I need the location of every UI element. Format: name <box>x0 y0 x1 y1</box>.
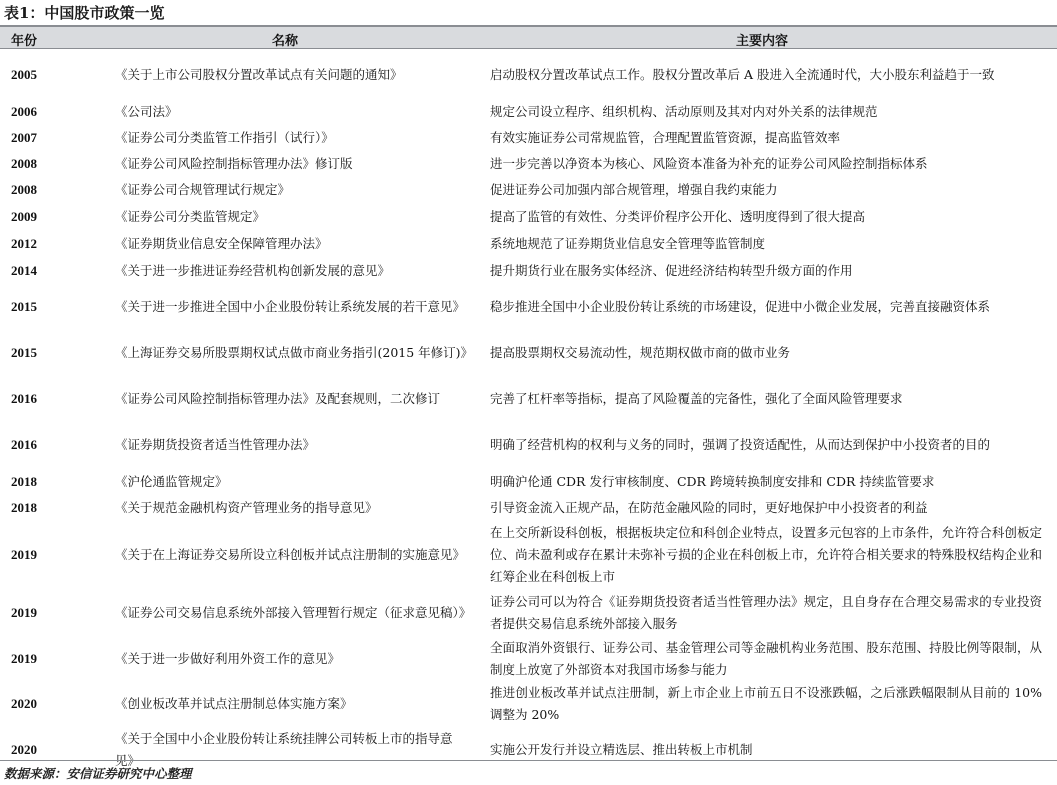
row-content: 有效实施证券公司常规监管，合理配置监管资源，提高监管效率 <box>490 129 841 145</box>
table-body <box>0 50 1057 773</box>
row-content: 促进证券公司加强内部合规管理，增强自我约束能力 <box>490 182 778 197</box>
row-content: 证券公司可以为符合《证券期货投资者适当性管理办法》规定，且自身存在合理交易需求的专业投资者提供交易信息系统外部接入服务 <box>490 593 1042 631</box>
row-name: 《关于进一步做好利用外资工作的意见》 <box>115 650 341 666</box>
row-name: 《证券公司分类监管工作指引（试行）》 <box>115 129 334 145</box>
row-name: 《关于上市公司股权分置改革试点有关问题的通知》 <box>115 67 403 82</box>
row-name: 《公司法》 <box>115 104 178 119</box>
table-row <box>0 521 1057 589</box>
table-row <box>0 376 1057 421</box>
row-year: 2006 <box>11 104 37 119</box>
row-year: 2020 <box>11 696 37 711</box>
row-name: 《证券公司风险控制指标管理办法》及配套规则，二次修订 <box>115 390 441 406</box>
row-content: 提高了监管的有效性、分类评价程序公开化、透明度得到了很大提高 <box>490 208 866 224</box>
row-year: 2018 <box>11 473 37 489</box>
table-row <box>0 468 1057 495</box>
row-name: 《上海证券交易所股票期权试点做市商业务指引(2015 年修订)》 <box>115 345 474 360</box>
table-row <box>0 50 1057 100</box>
row-content: 系统地规范了证券期货业信息安全管理等监管制度 <box>490 235 766 251</box>
row-content: 进一步完善以净资本为核心、风险资本准备为补充的证券公司风险控制指标体系 <box>490 156 928 171</box>
row-year: 2020 <box>11 742 37 757</box>
row-name: 《证券期货业信息安全保障管理办法》 <box>115 235 328 251</box>
row-year: 2016 <box>11 390 37 406</box>
table-row <box>0 330 1057 376</box>
table-bottom-rule <box>0 760 1057 761</box>
row-content: 在上交所新设科创板，根据板块定位和科创企业特点，设置多元包容的上市条件，允许符合科创板定位、尚未盈利或存在累计未弥补亏损的企业在科创板上市，允许符合相关要求的特殊股权结构企业和红筹企业在科创板上市 <box>490 525 1042 584</box>
row-year: 2015 <box>11 299 37 314</box>
row-year: 2015 <box>11 345 37 360</box>
row-name: 《证券公司风险控制指标管理办法》修订版 <box>115 156 353 171</box>
row-name: 《关于规范金融机构资产管理业务的指导意见》 <box>115 500 378 515</box>
row-year: 2016 <box>11 436 37 452</box>
table-row <box>0 589 1057 636</box>
row-content: 启动股权分置改革试点工作。股权分置改革后 A 股进入全流通时代，大小股东利益趋于一致 <box>490 67 995 82</box>
table-row <box>0 100 1057 124</box>
row-name: 《证券期货投资者适当性管理办法》 <box>115 436 316 452</box>
row-year: 2012 <box>11 235 37 251</box>
data-source-note: 数据来源：安信证券研究中心整理 <box>4 766 192 781</box>
row-name: 《关于进一步推进证券经营机构创新发展的意见》 <box>115 262 391 278</box>
row-name: 《证券公司分类监管规定》 <box>115 208 266 224</box>
table-row <box>0 203 1057 230</box>
table-row <box>0 230 1057 257</box>
row-year: 2009 <box>11 208 37 224</box>
row-content: 提高股票期权交易流动性，规范期权做市商的做市业务 <box>490 345 791 360</box>
row-name: 《证券公司合规管理试行规定》 <box>115 182 291 197</box>
row-year: 2005 <box>11 67 37 82</box>
row-year: 2018 <box>11 500 37 515</box>
header-name: 名称 <box>272 34 299 49</box>
row-name: 《关于全国中小企业股份转让系统挂牌公司转板上市的指导意见》 <box>115 731 453 768</box>
table-row <box>0 636 1057 681</box>
row-content: 明确了经营机构的权利与义务的同时，强调了投资适配性，从而达到保护中小投资者的目的 <box>490 436 991 452</box>
row-name: 《证券公司交易信息系统外部接入管理暂行规定（征求意见稿）》 <box>115 604 472 620</box>
row-name: 《沪伦通监管规定》 <box>115 473 228 489</box>
table-row <box>0 151 1057 177</box>
row-content: 明确沪伦通 CDR 发行审核制度、CDR 跨境转换制度安排和 CDR 持续监管要求 <box>490 473 935 489</box>
row-year: 2019 <box>11 604 37 620</box>
row-content: 全面取消外资银行、证券公司、基金管理公司等金融机构业务范围、股东范围、持股比例等限制，从制度上放宽了外部资本对我国市场参与能力 <box>490 639 1042 677</box>
row-year: 2007 <box>11 129 37 145</box>
row-content: 实施公开发行并设立精选层、推出转板上市机制 <box>490 742 753 757</box>
table-row <box>0 495 1057 521</box>
row-content: 推进创业板改革并试点注册制，新上市企业上市前五日不设涨跌幅，之后涨跌幅限制从目前的 10%调整为 20% <box>490 685 1042 722</box>
table-row <box>0 681 1057 727</box>
row-content: 完善了杠杆率等指标，提高了风险覆盖的完备性，强化了全面风险管理要求 <box>490 390 903 406</box>
row-name: 《关于在上海证券交易所设立科创板并试点注册制的实施意见》 <box>115 547 466 562</box>
row-year: 2019 <box>11 547 37 562</box>
table-row <box>0 124 1057 151</box>
row-year: 2008 <box>11 182 37 197</box>
row-name: 《创业板改革并试点注册制总体实施方案》 <box>115 696 353 711</box>
row-year: 2014 <box>11 262 37 278</box>
table-row <box>0 284 1057 330</box>
table-row <box>0 177 1057 203</box>
table-row <box>0 257 1057 284</box>
row-year: 2019 <box>11 650 37 666</box>
row-content: 稳步推进全国中小企业股份转让系统的市场建设，促进中小微企业发展，完善直接融资体系 <box>490 299 991 314</box>
row-content: 引导资金流入正规产品，在防范金融风险的同时，更好地保护中小投资者的利益 <box>490 500 928 515</box>
row-year: 2008 <box>11 156 37 171</box>
table-title: 表1：中国股市政策一览 <box>4 4 165 22</box>
header-content: 主要内容 <box>736 34 789 49</box>
row-content: 规定公司设立程序、组织机构、活动原则及其对内对外关系的法律规范 <box>490 104 878 119</box>
header-year: 年份 <box>11 34 38 49</box>
table-header <box>0 25 1057 49</box>
row-name: 《关于进一步推进全国中小企业股份转让系统发展的若干意见》 <box>115 299 466 314</box>
table-row <box>0 421 1057 468</box>
row-content: 提升期货行业在服务实体经济、促进经济结构转型升级方面的作用 <box>490 262 853 278</box>
